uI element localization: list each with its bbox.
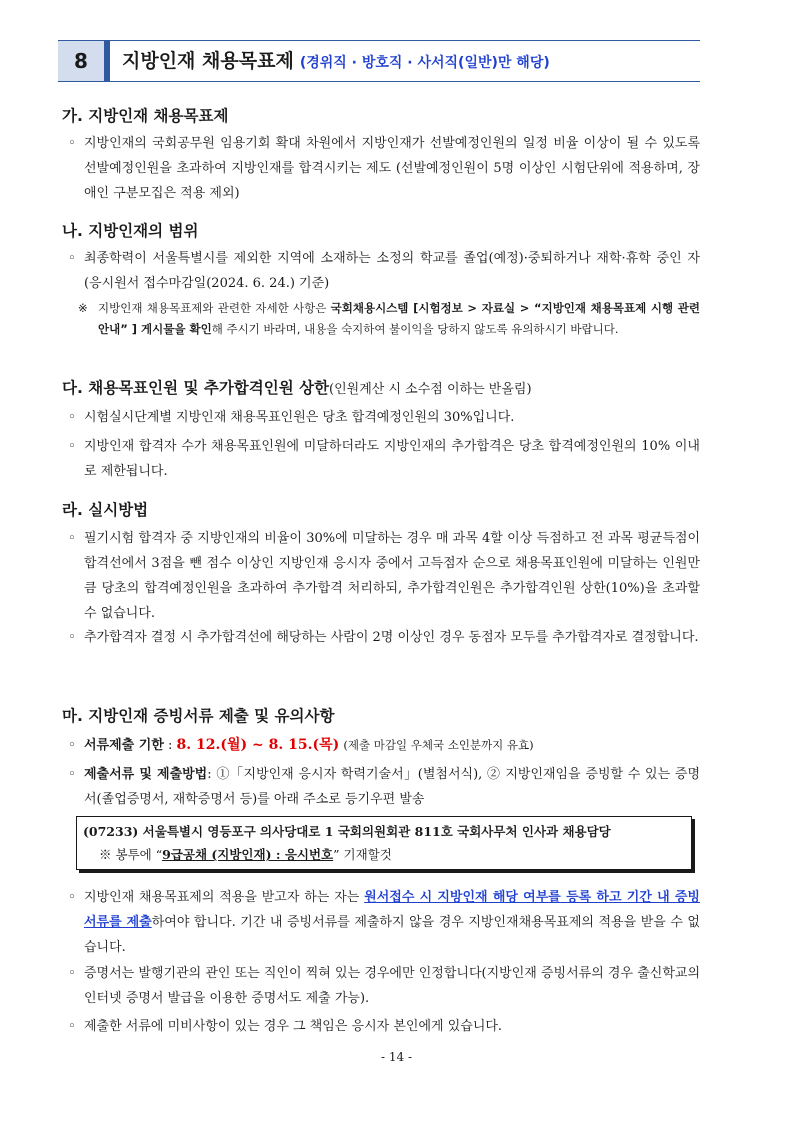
note-na xyxy=(78,298,700,340)
method-text xyxy=(84,762,700,812)
paragraph-ra-2 xyxy=(68,625,700,650)
paragraph-text: 제출한 서류에 미비사항이 있는 경우 그 책임은 응시자 본인에게 있습니다. xyxy=(84,1019,503,1034)
paragraph-text: 최종학력이 서울특별시를 제외한 지역에 소재하는 소정의 학교를 졸업(예정)·중퇴하거나 재학·휴학 중인 자(응시원서 접수마감일(2024. 6. 24.) 기준) xyxy=(84,251,700,291)
heading-ga: 가. 지방인재 채용목표제 xyxy=(62,107,229,125)
paragraph-da-1 xyxy=(68,405,700,430)
section-header xyxy=(58,40,700,82)
paragraph-ma-1 xyxy=(68,885,700,960)
heading-ra: 라. 실시방법 xyxy=(62,501,149,519)
envelope-note-bold: 9급공채 (지방인재) : 응시번호 xyxy=(162,847,334,862)
page-number: - 14 - xyxy=(380,1050,412,1064)
deadline-line xyxy=(68,733,700,758)
note-text xyxy=(98,298,700,340)
deadline-label: 서류제출 기한 xyxy=(84,738,164,753)
paragraph-text: 증명서는 발행기관의 관인 또는 직인이 찍혀 있는 경우에만 인정합니다(지방인재 증빙서류의 경우 출신학교의 인터넷 증명서 발급을 이용한 증명서도 제출 가능). xyxy=(84,966,700,1006)
deadline-colon: : xyxy=(163,738,177,753)
bullet-marker: ◦ xyxy=(68,890,76,905)
heading-da-paren: (인원계산 시 소수점 이하는 반올림) xyxy=(329,382,532,397)
bullet-marker: ◦ xyxy=(68,1019,76,1034)
bullet-marker: ◦ xyxy=(68,966,76,981)
paragraph-highlight: 원서접수 시 지방인재 해당 여부를 등록 하고 기간 내 증빙서류를 제출 xyxy=(84,890,700,930)
bullet-marker: ◦ xyxy=(68,439,76,454)
envelope-note xyxy=(99,845,392,863)
envelope-note-b: ” 기재할것 xyxy=(333,847,392,862)
paragraph-text: 지방인재 합격자 수가 채용목표인원에 미달하더라도 지방인재의 추가합격은 당초 합격예정인원의 10% 이내로 제한됩니다. xyxy=(84,439,700,479)
envelope-note-mark: ※ xyxy=(99,847,112,862)
note-text-b: 해 주시기 바라며, 내용을 숙지하여 불이익을 당하지 않도록 유의하시기 바랍니다. xyxy=(211,322,619,336)
heading-ma: 마. 지방인재 증빙서류 제출 및 유의사항 xyxy=(62,707,335,725)
paragraph-text: 필기시험 합격자 중 지방인재의 비율이 30%에 미달하는 경우 매 과목 4할 이상 득점하고 전 과목 평균득점이 합격선에서 3점을 뺀 점수 이상인 지방인재 응시자 중에서 고득점자 순으로 채용목표인원에 미달하는 인원만큼 당초의 합격예정인원을 초과하여 추가합격 처리하되, 추가합격인원은 추가합격인원 상한(10%)을 초과할 수 없습니다. xyxy=(84,531,700,621)
bullet-marker: ◦ xyxy=(68,251,76,266)
section-number: 8 xyxy=(58,41,104,81)
section-subtitle: (경위직 · 방호직 · 사서직(일반)만 해당) xyxy=(299,55,550,71)
bullet-marker: ◦ xyxy=(68,410,76,425)
paragraph-text: 추가합격자 결정 시 추가합격선에 해당하는 사람이 2명 이상인 경우 동점자 모두를 추가합격자로 결정합니다. xyxy=(84,630,699,645)
note-mark: ※ xyxy=(78,301,88,315)
deadline-text xyxy=(84,733,700,758)
method-line xyxy=(68,762,700,812)
paragraph-text-a: 지방인재 채용목표제의 적용을 받고자 하는 자는 xyxy=(84,890,365,905)
deadline-note: (제출 마감일 우체국 소인분까지 유효) xyxy=(343,738,534,752)
envelope-note-a: 봉투에 “ xyxy=(115,847,163,862)
heading-da-text: 다. 채용목표인원 및 추가합격인원 상한 xyxy=(62,379,330,397)
paragraph-ra-1 xyxy=(68,526,700,626)
bullet-marker: ◦ xyxy=(68,531,76,546)
bullet-marker: ◦ xyxy=(68,136,76,151)
header-accent-bar xyxy=(104,41,110,81)
mailing-address: (07233) 서울특별시 영등포구 의사당대로 1 국회의원회관 811호 국회사무처 인사과 채용담당 xyxy=(83,824,611,839)
paragraph-ma-2 xyxy=(68,961,700,1011)
note-text-a: 지방인재 채용목표제와 관련한 자세한 사항은 xyxy=(98,301,331,315)
method-body: : ①「지방인재 응시자 학력기술서」(별첨서식), ② 지방인재임을 증빙할 수 있는 증명서(졸업증명서, 재학증명서 등)를 아래 주소로 등기우편 발송 xyxy=(84,767,700,807)
deadline-dates: 8. 12.(월) ~ 8. 15.(목) xyxy=(176,737,340,753)
paragraph-da-2 xyxy=(68,434,700,484)
method-label: 제출서류 및 제출방법 xyxy=(84,767,208,782)
paragraph-text xyxy=(84,885,700,960)
paragraph-text: 지방인재의 국회공무원 임용기회 확대 차원에서 지방인재가 선발예정인원의 일정 비율 이상이 될 수 있도록 선발예정인원을 초과하여 지방인재를 합격시키는 제도 (선발예정인원이 5명 이상인 시험단위에 적용하며, 장애인 구분모집은 적용 제외) xyxy=(84,136,700,201)
paragraph-text: 시험실시단계별 지방인재 채용목표인원은 당초 합격예정인원의 30%입니다. xyxy=(84,410,515,425)
paragraph-ga xyxy=(68,131,700,206)
note-text-bold: 국회채용시스템 [시험정보 > 자료실 > “지방인재 채용목표제 시행 관련안내” ] 게시물을 확인 xyxy=(98,301,700,336)
heading-na: 나. 지방인재의 범위 xyxy=(62,222,199,240)
section-title-text: 지방인재 채용목표제 xyxy=(122,50,294,72)
paragraph-ma-3 xyxy=(68,1014,700,1039)
paragraph-text-b: 하여야 합니다. 기간 내 증빙서류를 제출하지 않을 경우 지방인재채용목표제의 적용을 받을 수 없습니다. xyxy=(84,915,700,955)
bullet-marker: ◦ xyxy=(68,738,76,753)
heading-da xyxy=(62,376,532,398)
bullet-marker: ◦ xyxy=(68,630,76,645)
section-title xyxy=(122,41,550,81)
bullet-marker: ◦ xyxy=(68,767,76,782)
paragraph-na xyxy=(68,246,700,296)
address-box xyxy=(76,816,692,870)
